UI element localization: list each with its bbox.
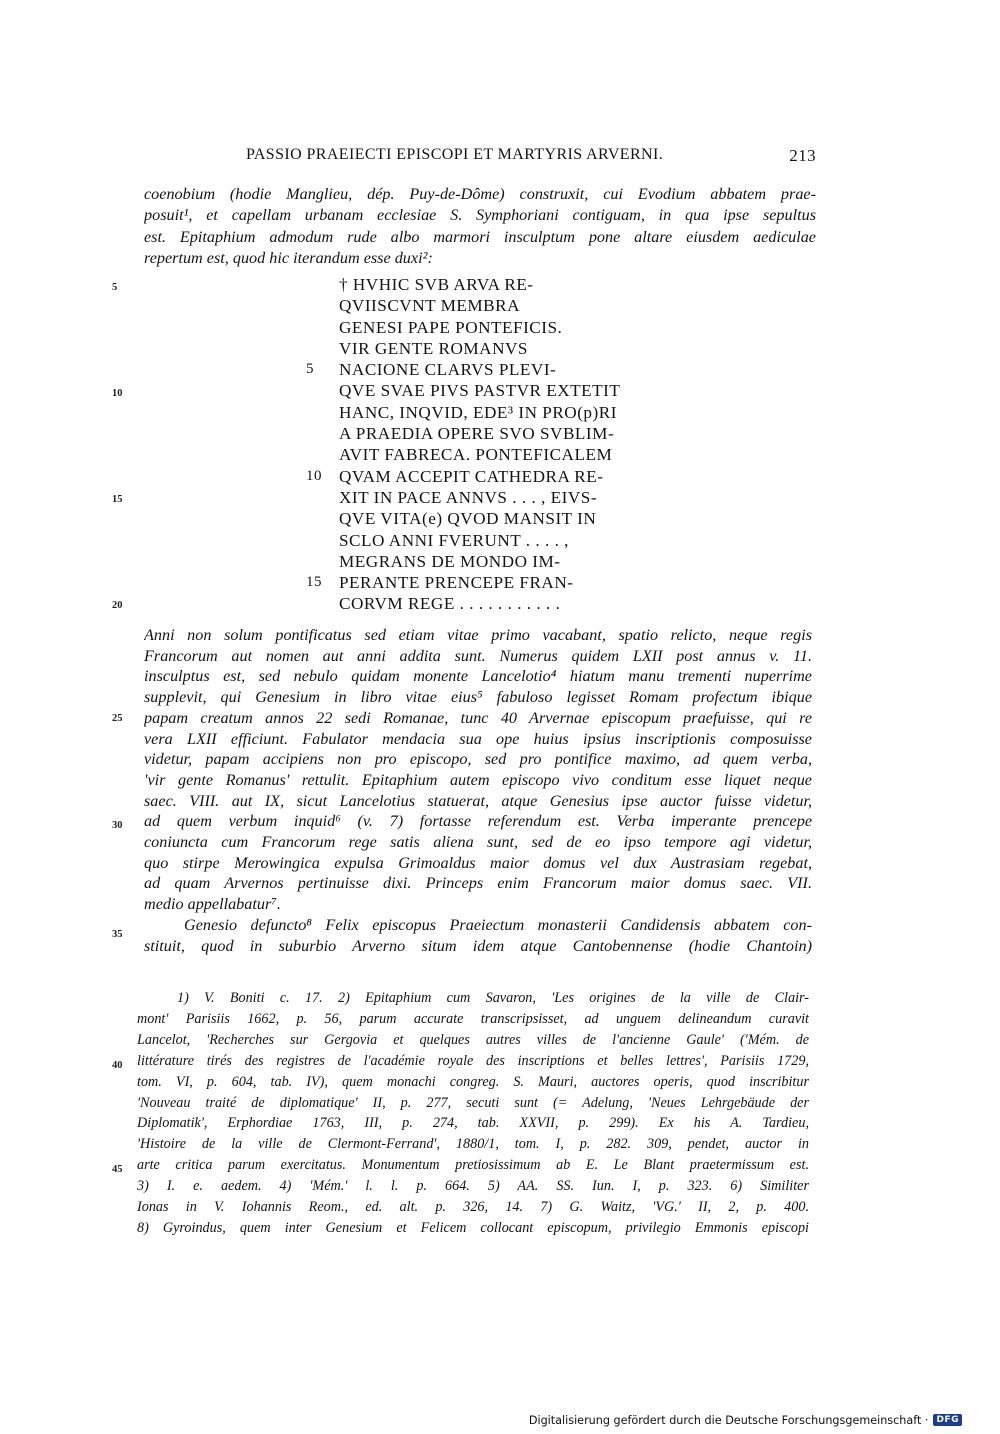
commentary-line: insculptus est, sed nebulo quidam monente Lancelotio⁴ hiatum manu trementi nuperrime	[144, 667, 812, 686]
margin-line-number: 30	[112, 820, 123, 831]
commentary-line: vera LXII efficiunt. Fabulator mendacia sua ope huius ipsius inscriptionis composuisse	[144, 729, 812, 748]
commentary-line: 'vir gente Romanus' rettulit. Epitaphium autem episcopo vivo conditum esse liquet neque	[144, 770, 812, 789]
inscription-line	[306, 295, 706, 316]
footnotes	[137, 988, 809, 1239]
inscription-line	[306, 551, 706, 572]
running-title: PASSIO PRAEIECTI EPISCOPI ET MARTYRIS ARVERNI.	[246, 146, 664, 163]
footnote-line: 'Nouveau traité de diplomatique' II, p. 277, secuti sunt (= Adelung, 'Neues Lehrgebäude der	[137, 1094, 809, 1111]
commentary-line: ad quem verbum inquid⁶ (v. 7) fortasse referendum est. Verba imperante prencepe	[144, 812, 812, 831]
inscription-line-number: 10	[306, 467, 322, 484]
inscription-line	[306, 530, 706, 551]
inscription-text: A PRAEDIA OPERE SVO SVBLIM-	[339, 424, 615, 444]
page-header	[140, 146, 816, 170]
inscription-text: XIT IN PACE ANNVS . . . , EIVS-	[339, 487, 598, 507]
commentary-line: ad quam Arvernos pertinuisse dixi. Princeps enim Francorum maior domus saec. VII.	[144, 874, 812, 893]
inscription-text: VIR GENTE ROMANVS	[339, 338, 528, 358]
inscription-text: CORVM REGE . . . . . . . . . . .	[339, 594, 561, 614]
intro-line: repertum est, quod hic iterandum esse duxi²:	[144, 248, 433, 267]
footnote-line: Lancelot, 'Recherches sur Gergovia et quelques autres villes de l'ancienne Gaule' ('Mém. de	[137, 1031, 809, 1048]
inscription-text: QVAM ACCEPIT CATHEDRA RE-	[339, 466, 604, 486]
inscription-text: QVE SVAE PIVS PASTVR EXTETIT	[339, 381, 621, 401]
inscription-line	[306, 380, 706, 401]
footnote-line: 'Histoire de la ville de Clermont-Ferrand', 1880/1, tom. I, p. 282. 309, pendet, auctor in	[137, 1136, 809, 1153]
inscription-line	[306, 466, 706, 487]
inscription-line	[306, 338, 706, 359]
inscription-line	[306, 508, 706, 529]
margin-line-number: 10	[112, 388, 123, 399]
inscription-text: SCLO ANNI FVERUNT . . . . ,	[339, 530, 569, 550]
inscription-line	[306, 359, 706, 380]
margin-line-number: 40	[112, 1060, 123, 1071]
margin-line-number: 45	[112, 1164, 123, 1175]
inscription-line	[306, 423, 706, 444]
inscription-text: AVIT FABRECA. PONTEFICALEM	[339, 445, 613, 465]
margin-line-number: 5	[112, 282, 118, 293]
commentary-line: Anni non solum pontificatus sed etiam vitae primo vacabant, spatio relicto, neque regis	[144, 626, 812, 644]
footnote-line: mont' Parisiis 1662, p. 56, parum accurate transcripsisset, ad unguem delineandum curavit	[137, 1010, 809, 1027]
dfg-logo: DFG	[933, 1414, 962, 1426]
intro-line: posuit¹, et capellam urbanam ecclesiae S. Symphoriani contiguam, in qua ipse sepultus	[144, 206, 816, 225]
commentary-line: quo stirpe Merowingica expulsa Grimoaldus maior domus vel dux Austrasiam regebat,	[144, 853, 812, 872]
inscription-text: † HVHIC SVB ARVA RE-	[339, 275, 534, 294]
inscription-line-number: 5	[306, 361, 314, 378]
inscription-line	[306, 487, 706, 508]
commentary-line: papam creatum annos 22 sedi Romanae, tunc 40 Arvernae episcopum praefuisse, qui re	[144, 708, 812, 727]
inscription-line	[306, 274, 706, 295]
margin-line-number: 25	[112, 713, 123, 724]
footnote-line: arte critica parum exercitatus. Monumentum pretiosissimum ab E. Le Blant praetermissum est.	[137, 1157, 809, 1174]
footnote-line: 3) I. e. aedem. 4) 'Mém.' l. l. p. 664. 5) AA. SS. Iun. I, p. 323. 6) Similiter	[137, 1178, 809, 1195]
footnote-line: Ionas in V. Iohannis Reom., ed. alt. p. 326, 14. 7) G. Waitz, 'VG.' II, 2, p. 400.	[137, 1199, 809, 1216]
digitization-credit	[529, 1411, 962, 1429]
inscription-text: NACIONE CLARVS PLEVI-	[339, 360, 557, 380]
commentary-paragraph	[144, 625, 812, 956]
inscription-text: HANC, INQVID, EDE³ IN PRO(p)RI	[339, 402, 617, 422]
footnote-line: littérature tirés des registres de l'académie royale des inscriptions et belles lettres', Parisiis 1729,	[137, 1052, 809, 1069]
intro-line: est. Epitaphium admodum rude albo marmori insculptum pone altare eiusdem aediculae	[144, 227, 816, 246]
epitaph-inscription	[306, 274, 706, 615]
footnote-line: 1) V. Boniti c. 17. 2) Epitaphium cum Savaron, 'Les origines de la ville de Clair-	[177, 990, 809, 1006]
inscription-text: GENESI PAPE PONTEFICIS.	[339, 317, 563, 337]
inscription-line-number: 15	[306, 574, 322, 591]
intro-line: coenobium (hodie Manglieu, dép. Puy-de-Dôme) construxit, cui Evodium abbatem prae-	[144, 185, 816, 203]
inscription-text: QVIISCVNT MEMBRA	[339, 296, 521, 316]
inscription-line	[306, 402, 706, 423]
inscription-line	[306, 444, 706, 465]
commentary-line: saec. VIII. aut IX, sicut Lancelotius statuerat, atque Genesius ipse auctor fuisse videtur,	[144, 791, 812, 810]
inscription-line	[306, 572, 706, 593]
footnote-line: tom. VI, p. 604, tab. IV), quem monachi congreg. S. Mauri, auctores operis, quod inscribitur	[137, 1073, 809, 1090]
commentary-line: stituit, quod in suburbio Arverno situm idem atque Cantobennense (hodie Chantoin)	[144, 936, 812, 955]
inscription-text: PERANTE PRENCEPE FRAN-	[339, 573, 574, 593]
credit-text: Digitalisierung gefördert durch die Deutsche Forschungsgemeinschaft ·	[528, 1413, 929, 1427]
commentary-line: videtur, papam accipiens non pro episcopo, sed pro pontifice maximo, ad quem verba,	[144, 750, 812, 769]
inscription-text: MEGRANS DE MONDO IM-	[339, 551, 561, 571]
commentary-line: Francorum aut nomen aut anni addita sunt. Numerus quidem LXII post annus v. 11.	[144, 646, 812, 665]
commentary-line: medio appellabatur⁷.	[144, 895, 281, 914]
margin-line-number: 35	[112, 929, 123, 940]
footnote-line: 8) Gyroindus, quem inter Genesium et Felicem collocant episcopum, privilegio Emmonis episcopi	[137, 1219, 809, 1236]
margin-line-number: 15	[112, 494, 123, 505]
inscription-line	[306, 593, 706, 614]
inscription-line	[306, 317, 706, 338]
footnote-line: Diplomatik', Erphordiae 1763, III, p. 274, tab. XXVII, p. 299). Ex his A. Tardieu,	[137, 1115, 809, 1132]
intro-paragraph	[144, 184, 816, 269]
margin-line-number: 20	[112, 600, 123, 611]
inscription-text: QVE VITA(e) QVOD MANSIT IN	[339, 509, 597, 529]
page-number: 213	[789, 146, 816, 165]
commentary-line: Genesio defuncto⁸ Felix episcopus Praeiectum monasterii Candidensis abbatem con-	[184, 915, 812, 934]
commentary-line: supplevit, qui Genesium in libro vitae eius⁵ fabuloso legisset Romam profectum ibique	[144, 688, 812, 707]
commentary-line: coniuncta cum Francorum rege satis aliena sunt, sed de eo ipso tempore agi videtur,	[144, 833, 812, 852]
